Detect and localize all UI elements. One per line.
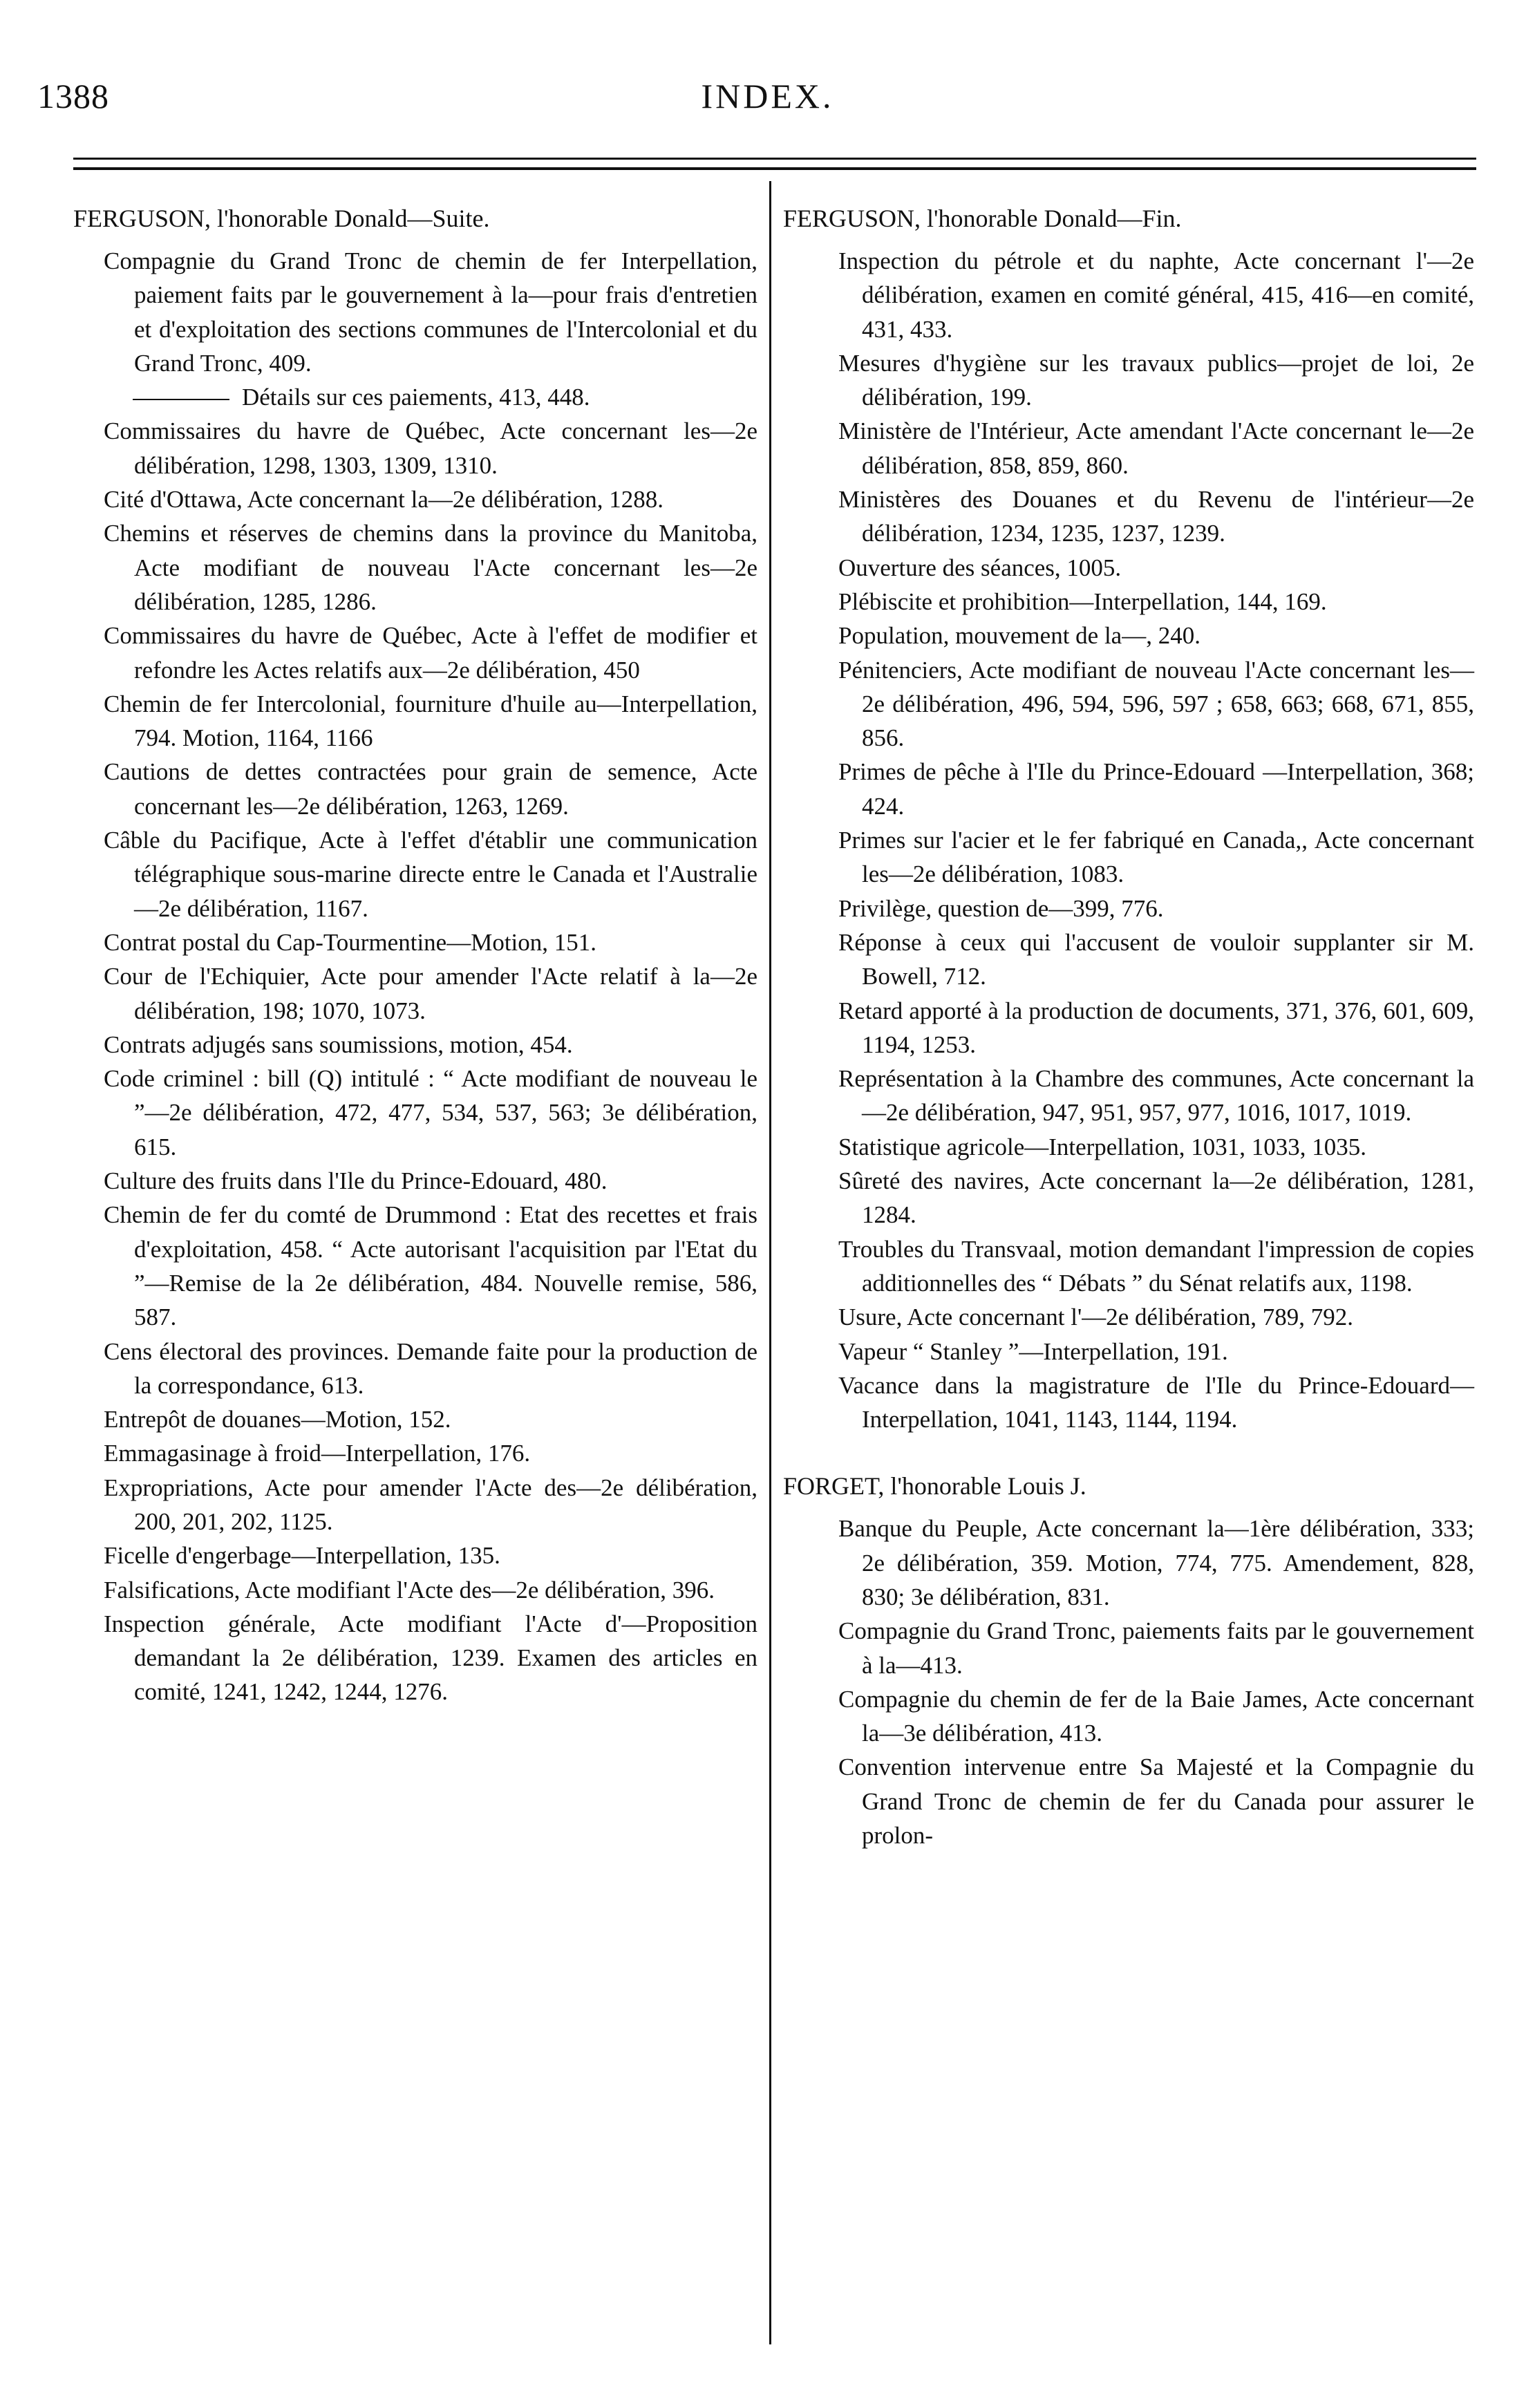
index-entry: Code criminel : bill (Q) intitulé : “ Acte modifiant de nouveau le ”—2e délibération, 472, 477, 534, 537, 563; 3e délibération, 615. bbox=[104, 1065, 757, 1160]
column-divider bbox=[769, 181, 771, 2344]
index-entry: Cour de l'Echiquier, Acte pour amender l'Acte relatif à la—2e délibération, 198; 1070, 1073. bbox=[104, 963, 757, 1024]
index-entry: Culture des fruits dans l'Ile du Prince-Edouard, 480. bbox=[104, 1167, 608, 1195]
left-column bbox=[73, 202, 757, 1709]
index-entry: Ministères des Douanes et du Revenu de l'intérieur—2e délibération, 1234, 1235, 1237, 1239. bbox=[838, 486, 1474, 547]
index-entry: Représentation à la Chambre des communes, Acte concernant la—2e délibération, 947, 951, 957, 977, 1016, 1017, 1019. bbox=[838, 1065, 1474, 1127]
index-entry: Primes de pêche à l'Ile du Prince-Edouard —Interpellation, 368; 424. bbox=[838, 758, 1474, 820]
index-entry: Banque du Peuple, Acte concernant la—1ère délibération, 333; 2e délibération, 359. Motion, 774, 775. Amendement, 828, 830; 3e délibération, 831. bbox=[838, 1515, 1474, 1610]
index-entry: Plébiscite et prohibition—Interpellation, 144, 169. bbox=[838, 587, 1327, 615]
index-entry: Compagnie du Grand Tronc de chemin de fer Interpellation, paiement faits par le gouvernement à la—pour frais d'entretien et d'exploitation des sections communes de l'Intercolonial et du Grand Tronc, 409. bbox=[104, 247, 757, 377]
dash-rule bbox=[133, 399, 229, 400]
index-entry: Cautions de dettes contractées pour grain de semence, Acte concernant les—2e délibération, 1263, 1269. bbox=[104, 758, 757, 820]
index-entry: Mesures d'hygiène sur les travaux publics—projet de loi, 2e délibération, 199. bbox=[838, 349, 1474, 411]
index-entry: Pénitenciers, Acte modifiant de nouveau l'Acte concernant les—2e délibération, 496, 594, 596, 597 ; 658, 663; 668, 671, 855, 856. bbox=[838, 656, 1474, 752]
index-entry: Ficelle d'engerbage—Interpellation, 135. bbox=[104, 1542, 500, 1570]
index-entry: Entrepôt de douanes—Motion, 152. bbox=[104, 1406, 451, 1433]
index-entry: Statistique agricole—Interpellation, 1031, 1033, 1035. bbox=[838, 1133, 1367, 1160]
section-heading: FORGET, l'honorable Louis J. bbox=[783, 1472, 1086, 1501]
index-entry: Vapeur “ Stanley ”—Interpellation, 191. bbox=[838, 1337, 1228, 1365]
index-entry: Contrats adjugés sans soumissions, motion, 454. bbox=[104, 1031, 573, 1058]
index-entry: Expropriations, Acte pour amender l'Acte des—2e délibération, 200, 201, 202, 1125. bbox=[104, 1474, 757, 1535]
index-entry: Commissaires du havre de Québec, Acte concernant les—2e délibération, 1298, 1303, 1309, 1310. bbox=[104, 417, 757, 479]
index-entry: Réponse à ceux qui l'accusent de vouloir supplanter sir M. Bowell, 712. bbox=[838, 928, 1474, 990]
page-title: INDEX. bbox=[701, 77, 834, 115]
index-entry: Falsifications, Acte modifiant l'Acte des—2e délibération, 396. bbox=[104, 1576, 715, 1603]
page-header bbox=[0, 76, 1535, 138]
index-entry: Sûreté des navires, Acte concernant la—2e délibération, 1281, 1284. bbox=[838, 1167, 1474, 1229]
index-entry: Ministère de l'Intérieur, Acte amendant l'Acte concernant le—2e délibération, 858, 859, 860. bbox=[838, 417, 1474, 479]
index-entry: Cité d'Ottawa, Acte concernant la—2e délibération, 1288. bbox=[104, 486, 664, 514]
index-entry: Chemin de fer Intercolonial, fourniture d'huile au—Interpellation, 794. Motion, 1164, 1166 bbox=[104, 690, 757, 752]
index-entry: Privilège, question de—399, 776. bbox=[838, 894, 1164, 922]
index-entry: Population, mouvement de la—, 240. bbox=[838, 622, 1200, 650]
index-entry: Chemin de fer du comté de Drummond : Etat des recettes et frais d'exploitation, 458. “ Acte autorisant l'acquisition par l'Etat du ”—Remise de la 2e délibération, 484. Nouvelle remise, 586, 587. bbox=[104, 1201, 757, 1331]
index-entry: Inspection du pétrole et du naphte, Acte concernant l'—2e délibération, examen en comité général, 415, 416—en comité, 431, 433. bbox=[838, 247, 1474, 343]
section-gap bbox=[783, 1436, 1474, 1469]
index-subentry bbox=[73, 380, 757, 414]
section-heading: FERGUSON, l'honorable Donald—Suite. bbox=[73, 205, 490, 232]
page-number: 1388 bbox=[37, 77, 109, 115]
index-entry: Ouverture des séances, 1005. bbox=[838, 554, 1122, 581]
index-entry: Emmagasinage à froid—Interpellation, 176. bbox=[104, 1440, 531, 1467]
index-entry: Compagnie du Grand Tronc, paiements faits par le gouvernement à la—413. bbox=[838, 1617, 1474, 1679]
index-entry: Inspection générale, Acte modifiant l'Acte d'—Proposition demandant la 2e délibération, 1239. Examen des articles en comité, 1241, 1242, 1244, 1276. bbox=[104, 1610, 757, 1706]
header-rule-bottom bbox=[73, 167, 1476, 170]
right-column bbox=[783, 202, 1474, 1852]
header-rule-top bbox=[73, 158, 1476, 160]
index-subentry-text: Détails sur ces paiements, 413, 448. bbox=[242, 384, 590, 411]
index-entry: Contrat postal du Cap-Tourmentine—Motion, 151. bbox=[104, 928, 597, 956]
index-entry: Troubles du Transvaal, motion demandant l'impression de copies additionnelles des “ Débats ” du Sénat relatifs aux, 1198. bbox=[838, 1235, 1474, 1297]
index-entry: Retard apporté à la production de documents, 371, 376, 601, 609, 1194, 1253. bbox=[838, 997, 1474, 1058]
index-entry: Primes sur l'acier et le fer fabriqué en Canada,, Acte concernant les—2e délibération, 1083. bbox=[838, 827, 1474, 888]
index-entry: Chemins et réserves de chemins dans la province du Manitoba, Acte modifiant de nouveau l'Acte concernant les—2e délibération, 1285, 1286. bbox=[104, 520, 757, 615]
index-entry: Vacance dans la magistrature de l'Ile du Prince-Edouard—Interpellation, 1041, 1143, 1144, 1194. bbox=[838, 1371, 1474, 1433]
index-entry: Commissaires du havre de Québec, Acte à l'effet de modifier et refondre les Actes relatifs aux—2e délibération, 450 bbox=[104, 622, 757, 684]
index-entry: Câble du Pacifique, Acte à l'effet d'établir une communication télégraphique sous-marine directe entre le Canada et l'Australie—2e délibération, 1167. bbox=[104, 827, 757, 922]
section-heading: FERGUSON, l'honorable Donald—Fin. bbox=[783, 205, 1182, 232]
index-entry: Convention intervenue entre Sa Majesté et la Compagnie du Grand Tronc de chemin de fer du Canada pour assurer le prolon- bbox=[838, 1753, 1474, 1850]
index-entry: Cens électoral des provinces. Demande faite pour la production de la correspondance, 613. bbox=[104, 1337, 757, 1399]
index-entry: Compagnie du chemin de fer de la Baie James, Acte concernant la—3e délibération, 413. bbox=[838, 1685, 1474, 1747]
index-entry: Usure, Acte concernant l'—2e délibération, 789, 792. bbox=[838, 1304, 1353, 1331]
